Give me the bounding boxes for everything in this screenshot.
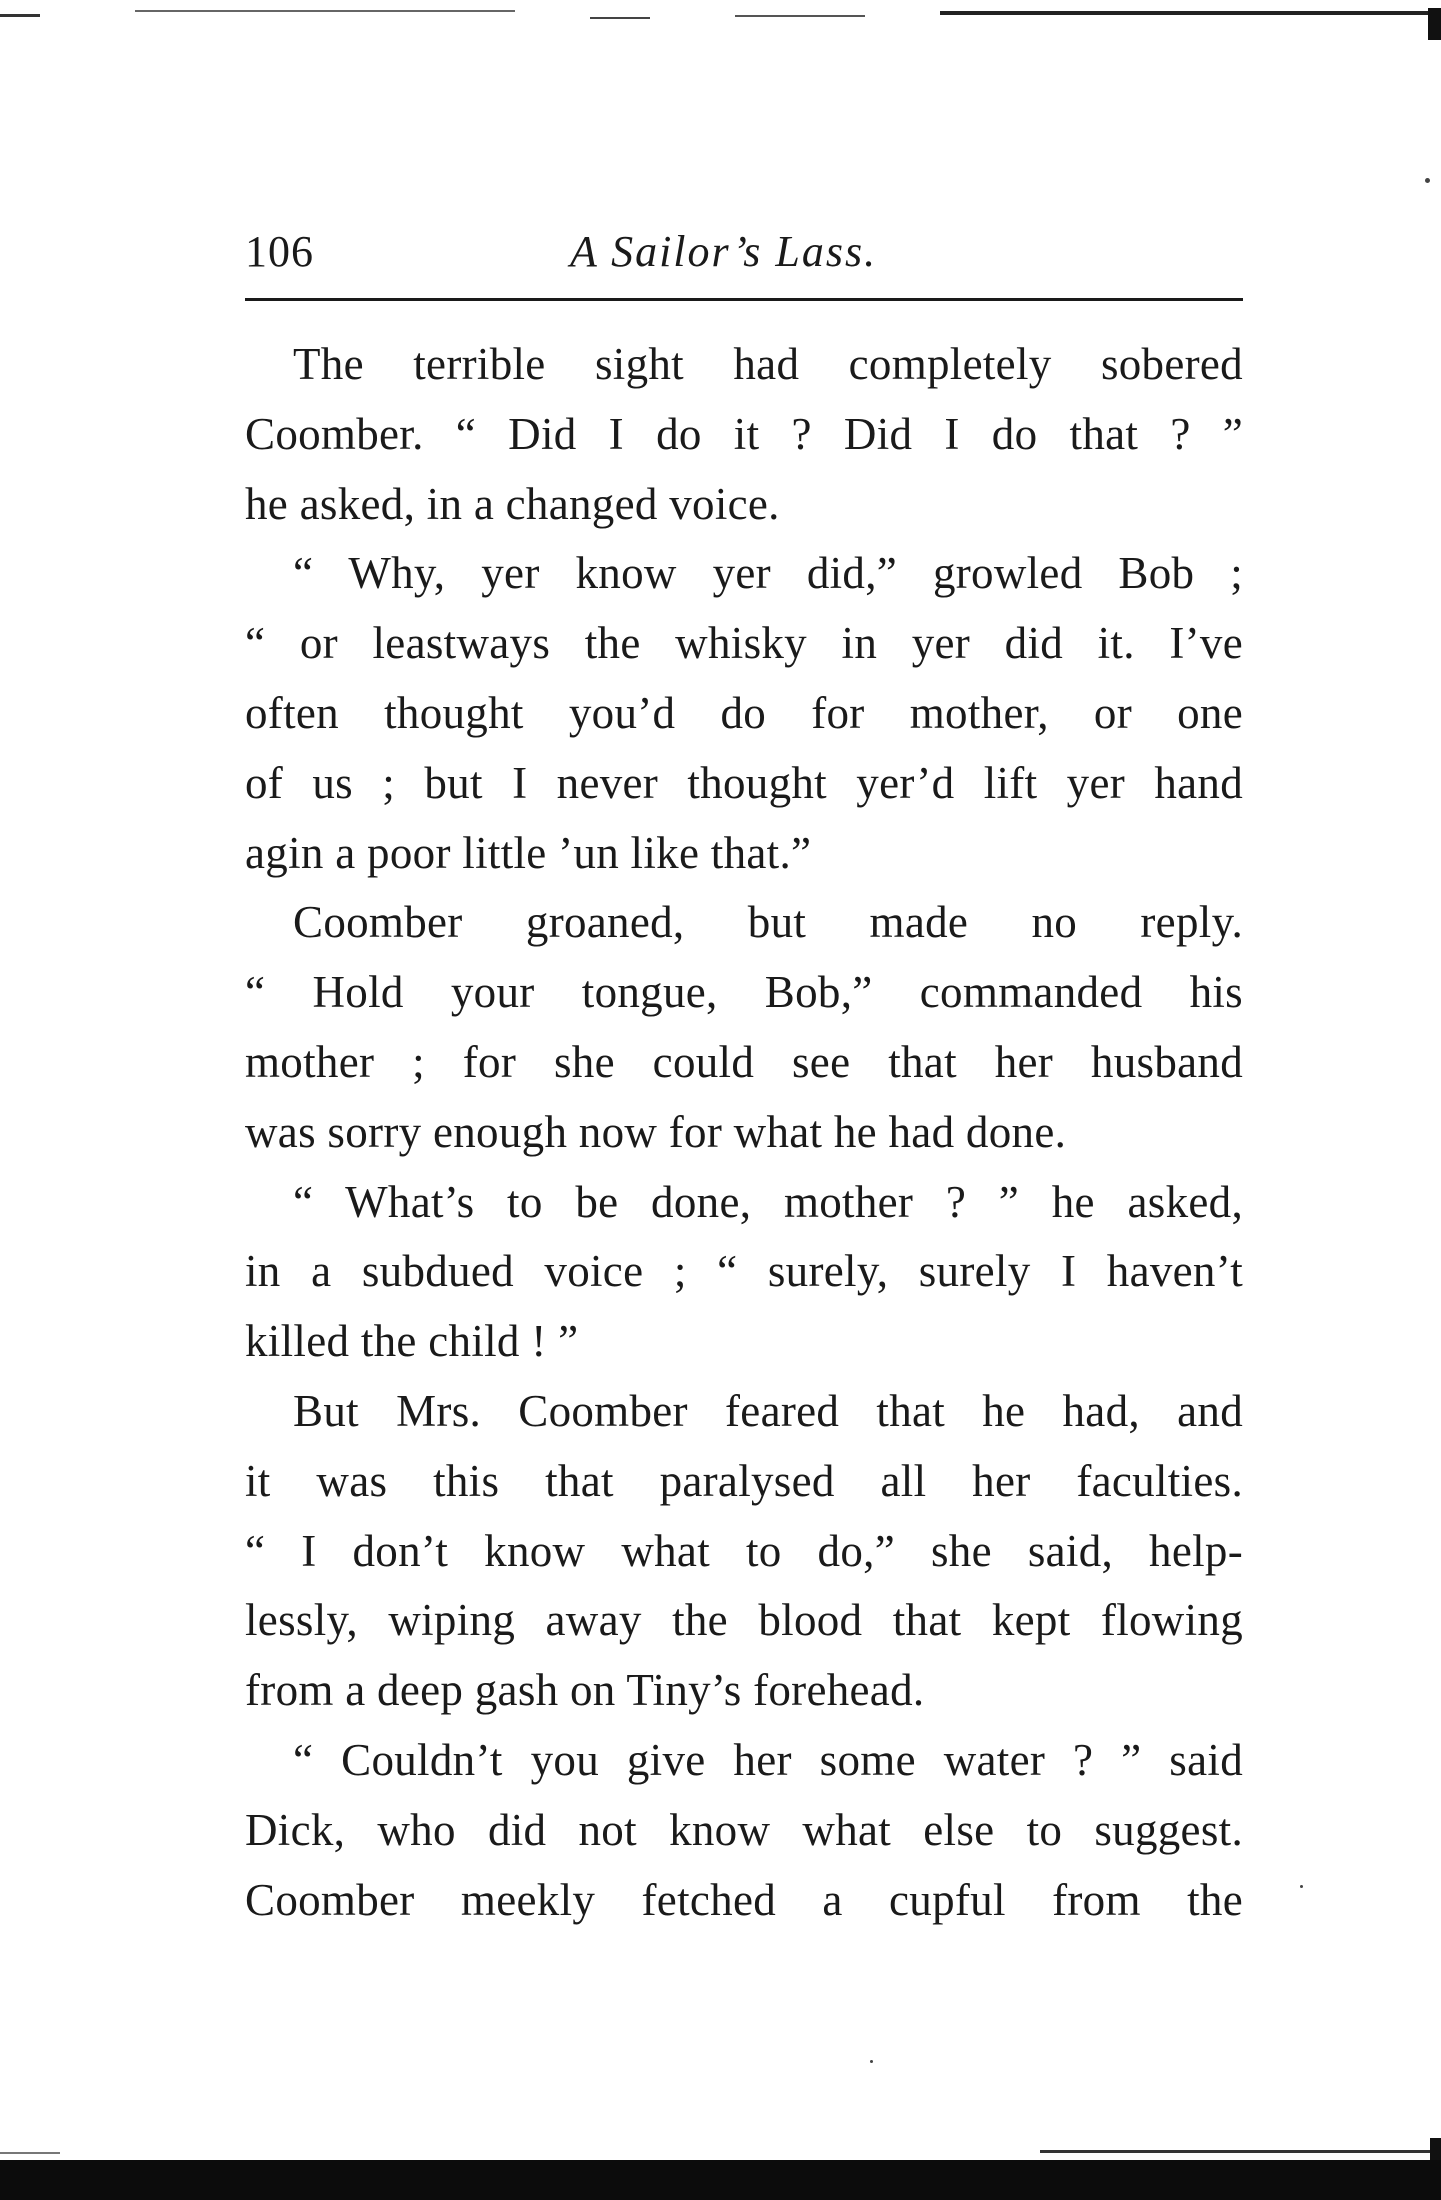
text-line: “ or leastways the whisky in yer did it. I’ve	[245, 618, 1243, 669]
text-line: “ Hold your tongue, Bob,” commanded his	[245, 967, 1243, 1018]
scan-edge-bottom	[0, 2138, 1441, 2200]
text-line: often thought you’d do for mother, or one	[245, 687, 1243, 738]
text-line: “ I don’t know what to do,” she said, help-	[245, 1525, 1243, 1576]
text-line: Coomber meekly fetched a cupful from the	[245, 1874, 1243, 1925]
running-title: A Sailor’s Lass.	[570, 227, 878, 276]
text-line: mother ; for she could see that her husband	[245, 1036, 1243, 1087]
text-line: in a subdued voice ; “ surely, surely I haven’t	[245, 1246, 1243, 1297]
text-line: “ What’s to be done, mother ? ” he asked,	[293, 1176, 1243, 1227]
text-line: from a deep gash on Tiny’s forehead.	[245, 1665, 925, 1716]
text-line: he asked, in a changed voice.	[245, 478, 780, 529]
text-line: was sorry enough now for what he had done.	[245, 1106, 1067, 1157]
text-line: of us ; but I never thought yer’d lift yer hand	[245, 757, 1243, 808]
scan-speck	[1300, 1885, 1303, 1888]
scan-speck	[1425, 178, 1430, 183]
text-line: “ Why, yer know yer did,” growled Bob ;	[293, 548, 1243, 599]
text-line: agin a poor little ’un like that.”	[245, 827, 812, 878]
text-line: But Mrs. Coomber feared that he had, and	[293, 1385, 1243, 1436]
text-line: Coomber. “ Did I do it ? Did I do that ? ”	[245, 408, 1243, 459]
text-line: it was this that paralysed all her faculties.	[245, 1455, 1243, 1506]
header-rule	[245, 298, 1243, 301]
text-line: lessly, wiping away the blood that kept flowing	[245, 1595, 1243, 1646]
page-number: 106	[245, 227, 314, 276]
text-line: “ Couldn’t you give her some water ? ” said	[293, 1734, 1243, 1785]
text-line: Coomber groaned, but made no reply.	[293, 897, 1243, 948]
text-line: The terrible sight had completely sobered	[293, 339, 1243, 389]
text-line: Dick, who did not know what else to suggest.	[245, 1804, 1243, 1855]
scan-speck	[870, 2060, 873, 2063]
text-line: killed the child ! ”	[245, 1316, 579, 1367]
body-text	[245, 330, 1243, 1935]
scan-edge-top	[0, 0, 1441, 40]
running-header	[245, 222, 1243, 282]
